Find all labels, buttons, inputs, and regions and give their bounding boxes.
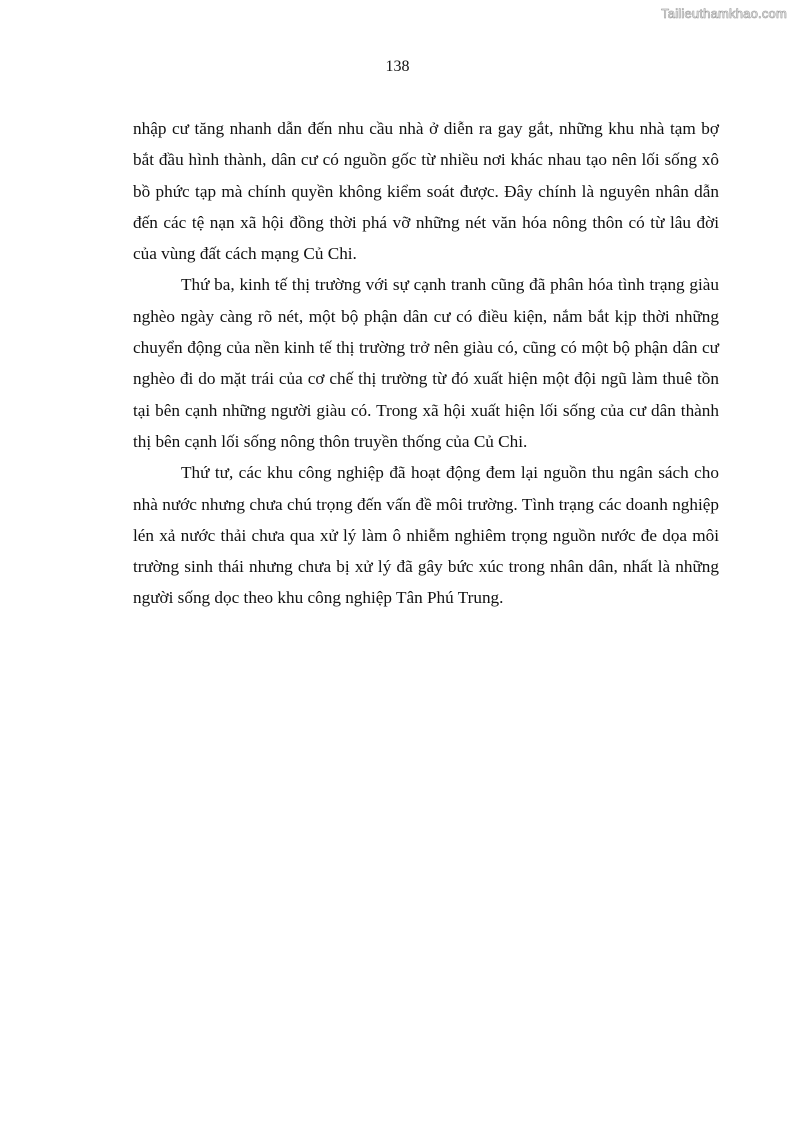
paragraph-continuation: nhập cư tăng nhanh dẫn đến nhu cầu nhà ở diễn ra gay gắt, những khu nhà tạm bợ bắt đầu hình thành, dân cư có nguồn gốc từ nhiều nơi khác nhau tạo nên lối sống xô bồ phức tạp mà chính quyền không kiểm soát được. Đây chính là nguyên nhân dẫn đến các tệ nạn xã hội đồng thời phá vỡ những nét văn hóa nông thôn có từ lâu đời của vùng đất cách mạng Củ Chi. (133, 119, 719, 264)
paragraph-third-point: Thứ ba, kinh tế thị trường với sự cạnh tranh cũng đã phân hóa tình trạng giàu nghèo ngày càng rõ nét, một bộ phận dân cư có điều kiện, nắm bắt kịp thời những chuyển động của nền kinh tế thị trường trở nên giàu có, cũng có một bộ phận dân cư nghèo đi do mặt trái của cơ chế thị trường từ đó xuất hiện một đội ngũ làm thuê tồn tại bên cạnh những người giàu có. Trong xã hội xuất hiện lối sống của cư dân thành thị bên cạnh lối sống nông thôn truyền thống của Củ Chi. (133, 275, 719, 451)
document-body (133, 113, 719, 614)
page-number: 138 (385, 58, 410, 75)
paragraph-fourth-point: Thứ tư, các khu công nghiệp đã hoạt động đem lại nguồn thu ngân sách cho nhà nước nhưng chưa chú trọng đến vấn đề môi trường. Tình trạng các doanh nghiệp lén xả nước thải chưa qua xử lý làm ô nhiễm nghiêm trọng nguồn nước đe dọa môi trường sinh thái nhưng chưa bị xử lý đã gây bức xúc trong nhân dân, nhất là những người sống dọc theo khu công nghiệp Tân Phú Trung. (133, 463, 719, 608)
watermark: Tailieuthamkhao.com (661, 6, 787, 21)
